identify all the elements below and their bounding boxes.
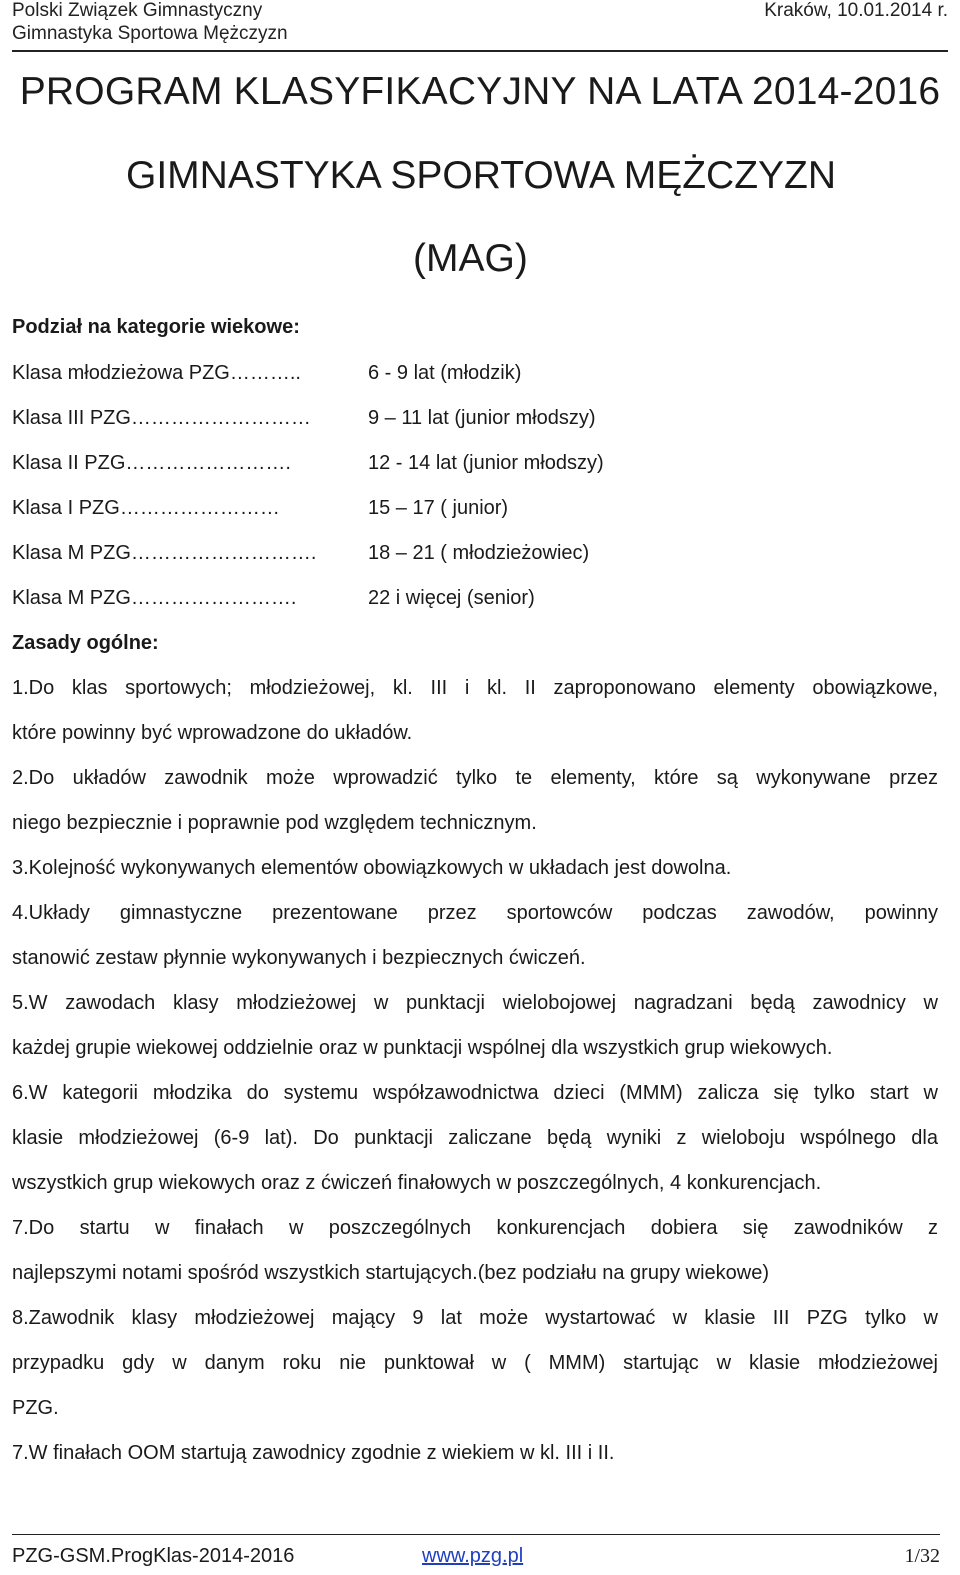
rule-line: najlepszymi notami spośród wszystkich startujących.(bez podziału na grupy wiekowe) bbox=[12, 1262, 769, 1284]
footer-page-number: 1/32 bbox=[904, 1545, 940, 1567]
rule-line: PZG. bbox=[12, 1397, 59, 1419]
rule-line: 3.Kolejność wykonywanych elementów obowiązkowych w układach jest dowolna. bbox=[12, 857, 732, 879]
rule-line: 1.Do klas sportowych; młodzieżowej, kl. III i kl. II zaproponowano elementy obowiązkowe, bbox=[12, 677, 938, 699]
category-row bbox=[12, 542, 589, 565]
rule-paragraph bbox=[12, 1296, 938, 1431]
header-place-date: Kraków, 10.01.2014 r. bbox=[764, 0, 948, 21]
rule-paragraph bbox=[12, 1431, 938, 1476]
category-age-range: 6 - 9 lat (młodzik) bbox=[368, 362, 522, 384]
category-age-range: 18 – 21 ( młodzieżowiec) bbox=[368, 542, 590, 564]
rule-line: 6.W kategorii młodzika do systemu współzawodnictwa dzieci (MMM) zalicza się tylko start w bbox=[12, 1082, 938, 1104]
rule-line: niego bezpiecznie i poprawnie pod względem technicznym. bbox=[12, 812, 537, 834]
category-age-range: 15 – 17 ( junior) bbox=[368, 497, 509, 519]
rule-line: 4.Układy gimnastyczne prezentowane przez sportowców podczas zawodów, powinny bbox=[12, 902, 938, 924]
document-subtitle: GIMNASTYKA SPORTOWA MĘŻCZYZN bbox=[126, 154, 837, 197]
rule-paragraph bbox=[12, 666, 938, 756]
rule-line: 7.W finałach OOM startują zawodnicy zgodnie z wiekiem w kl. III i II. bbox=[12, 1442, 615, 1464]
rule-paragraph bbox=[12, 1071, 938, 1206]
footer-website-link[interactable]: www.pzg.pl bbox=[422, 1545, 524, 1567]
header-organization: Polski Związek Gimnastyczny bbox=[12, 0, 263, 21]
category-age-range: 12 - 14 lat (junior młodszy) bbox=[368, 452, 604, 474]
rule-line: wszystkich grup wiekowych oraz z ćwiczeń finałowych w poszczególnych, 4 konkurencjach. bbox=[12, 1172, 822, 1194]
rule-paragraph bbox=[12, 1206, 938, 1296]
rule-paragraph bbox=[12, 891, 938, 981]
rule-line: 5.W zawodach klasy młodzieżowej w punktacji wielobojowej nagradzani będą zawodnicy w bbox=[12, 992, 938, 1014]
category-label: Klasa III PZG……………………… bbox=[12, 407, 311, 429]
category-row bbox=[12, 452, 604, 475]
rule-line: stanowić zestaw płynnie wykonywanych i bezpiecznych ćwiczeń. bbox=[12, 947, 586, 969]
category-row bbox=[12, 587, 535, 610]
categories-heading: Podział na kategorie wiekowe: bbox=[12, 316, 300, 338]
category-label: Klasa I PZG…………………… bbox=[12, 497, 280, 519]
document-title: PROGRAM KLASYFIKACYJNY NA LATA 2014-2016 bbox=[19, 70, 941, 113]
category-label: Klasa II PZG……………………. bbox=[12, 452, 291, 474]
category-row bbox=[12, 407, 596, 430]
page-footer bbox=[12, 1534, 940, 1575]
category-label: Klasa M PZG………………………. bbox=[12, 542, 317, 564]
rule-line: klasie młodzieżowej (6-9 lat). Do punktacji zaliczane będą wyniki z wieloboju wspólnego dla bbox=[12, 1127, 938, 1149]
rules-heading: Zasady ogólne: bbox=[12, 632, 159, 654]
rule-line: każdej grupie wiekowej oddzielnie oraz w punktacji wspólnej dla wszystkich grup wiekowych. bbox=[12, 1037, 833, 1059]
rule-line: 8.Zawodnik klasy młodzieżowej mający 9 lat może wystartować w klasie III PZG tylko w bbox=[12, 1307, 938, 1329]
header-department: Gimnastyka Sportowa Mężczyzn bbox=[12, 23, 288, 44]
rule-paragraph bbox=[12, 981, 938, 1071]
category-row bbox=[12, 362, 521, 385]
category-label: Klasa M PZG……………………. bbox=[12, 587, 297, 609]
category-label: Klasa młodzieżowa PZG……….. bbox=[12, 362, 301, 384]
footer-document-id: PZG-GSM.ProgKlas-2014-2016 bbox=[12, 1545, 295, 1567]
rule-paragraph bbox=[12, 846, 938, 891]
rule-line: 2.Do układów zawodnik może wprowadzić tylko te elementy, które są wykonywane przez bbox=[12, 767, 938, 789]
category-age-range: 9 – 11 lat (junior młodszy) bbox=[368, 407, 596, 429]
category-row bbox=[12, 497, 508, 520]
category-age-range: 22 i więcej (senior) bbox=[368, 587, 535, 609]
rule-line: przypadku gdy w danym roku nie punktował w ( MMM) startując w klasie młodzieżowej bbox=[12, 1352, 938, 1374]
rule-paragraph bbox=[12, 756, 938, 846]
rule-line: które powinny być wprowadzone do układów. bbox=[12, 722, 413, 744]
rule-line: 7.Do startu w finałach w poszczególnych konkurencjach dobiera się zawodników z bbox=[12, 1217, 938, 1239]
page-header bbox=[12, 0, 948, 52]
document-subtitle-abbreviation: (MAG) bbox=[413, 237, 528, 280]
